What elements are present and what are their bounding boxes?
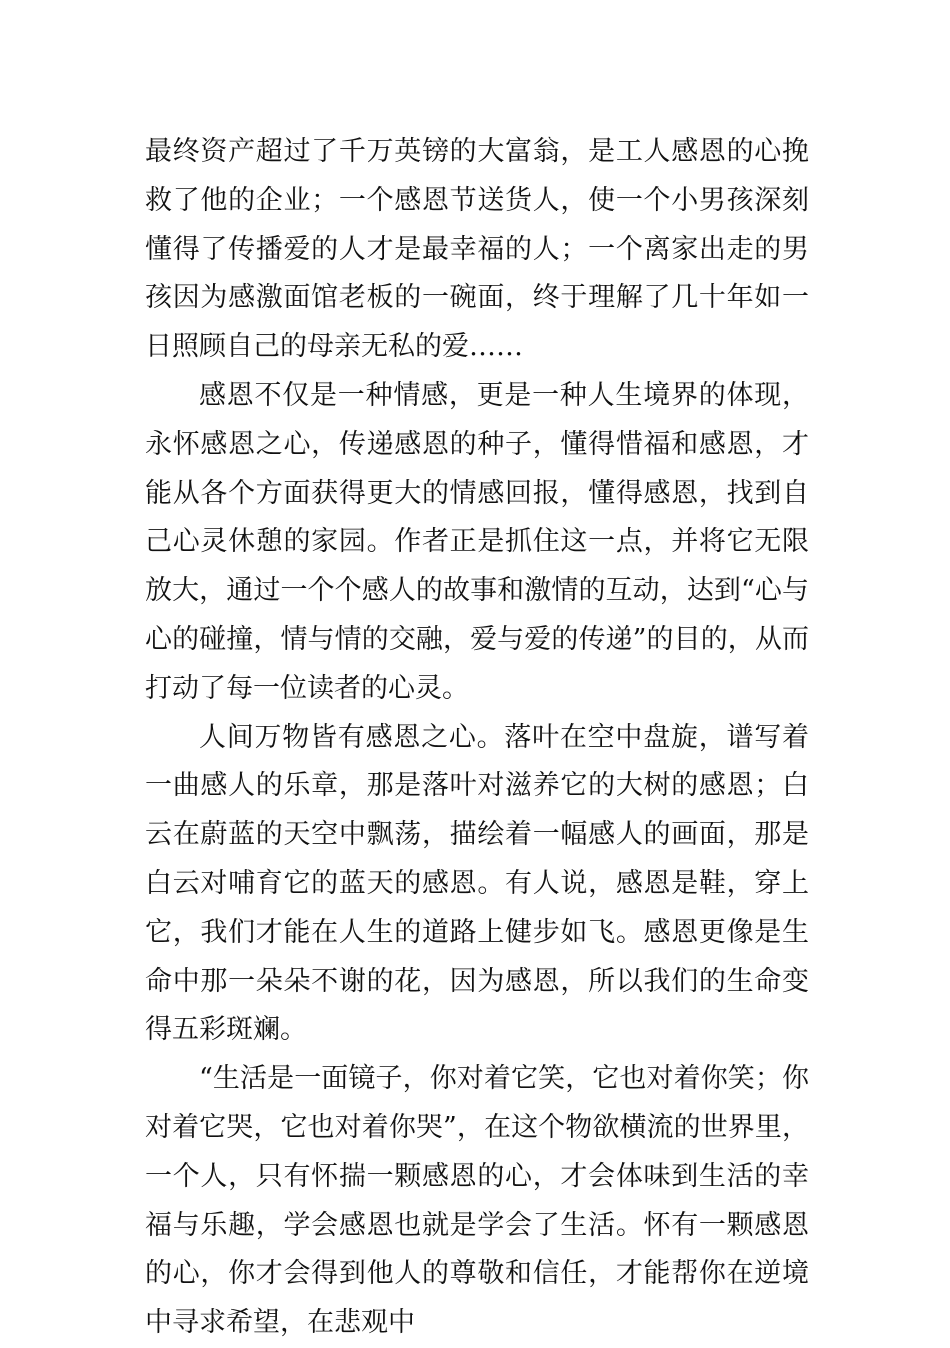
- paragraph-2: 感恩不仅是一种情感，更是一种人生境界的体现，永怀感恩之心，传递感恩的种子，懂得惜福和感恩，才能从各个方面获得更大的情感回报，懂得感恩，找到自己心灵休憩的家园。作者正是抓住这一点，并将它无限放大，通过一个个感人的故事和激情的互动，达到“心与心的碰撞，情与情的交融，爱与爱的传递”的目的，从而打动了每一位读者的心灵。: [145, 379, 809, 704]
- paragraph-1: 最终资产超过了千万英镑的大富翁，是工人感恩的心挽救了他的企业；一个感恩节送货人，使一个小男孩深刻懂得了传播爱的人才是最幸福的人；一个离家出走的男孩因为感激面馆老板的一碗面，终于理解了几十年如一日照顾自己的母亲无私的爱……: [145, 136, 809, 363]
- paragraph-4: “生活是一面镜子，你对着它笑，它也对着你笑；你对着它哭，它也对着你哭”，在这个物欲横流的世界里，一个人，只有怀揣一颗感恩的心，才会体味到生活的幸福与乐趣，学会感恩也就是学会了生活。怀有一颗感恩的心，你才会得到他人的尊敬和信任，才能帮你在逆境中寻求希望，在悲观中: [145, 1063, 809, 1339]
- paragraph-3: 人间万物皆有感恩之心。落叶在空中盘旋，谱写着一曲感人的乐章，那是落叶对滋养它的大树的感恩；白云在蔚蓝的天空中飘荡，描绘着一幅感人的画面，那是白云对哺育它的蓝天的感恩。有人说，感恩是鞋，穿上它，我们才能在人生的道路上健步如飞。感恩更像是生命中那一朵朵不谢的花，因为感恩，所以我们的生命变得五彩斑斓。: [145, 721, 809, 1046]
- document-body: [145, 128, 809, 1348]
